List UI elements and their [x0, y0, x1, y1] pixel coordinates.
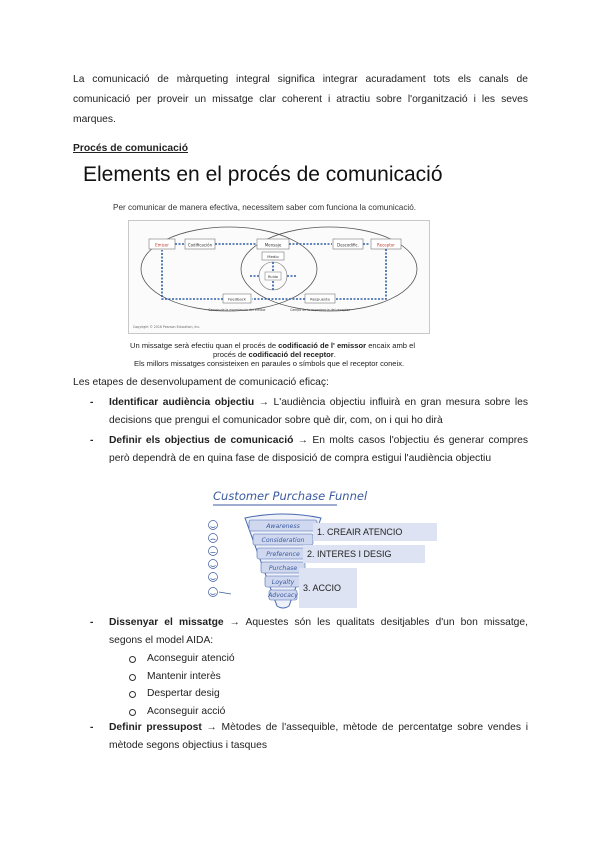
- receiver-label: Receptor: [377, 242, 395, 248]
- stage-label-2: 2. INTERES I DESIG: [303, 545, 425, 563]
- receiver-field-label: Campo de la experiencia del receptor: [289, 308, 351, 312]
- purchase-funnel: [203, 488, 439, 613]
- aida-item: Despertar desig: [127, 685, 235, 703]
- funnel-level: Advocacy: [268, 592, 298, 599]
- caption-line-2: procés de codificació del receptor.: [213, 350, 336, 359]
- slide-title: Elements en el procés de comunicació: [83, 163, 443, 186]
- copyright-label: Copyright © 2016 Pearson Education, Inc.: [133, 325, 201, 329]
- aida-list: [127, 650, 235, 720]
- media-label: Medio: [267, 254, 279, 259]
- intro-paragraph: La comunicació de màrqueting integral significa integrar acuradament tots els canals de comunicació per proveir un missatge clar coherent i atractiu sobre l'organització i les seves marques.: [73, 74, 528, 125]
- funnel-title: Customer Purchase Funnel: [213, 489, 368, 503]
- aida-item: Mantenir interès: [127, 668, 235, 686]
- stage-label-1: 1. CREAIR ATENCIO: [313, 523, 437, 541]
- list-item: - Definir pressupost → Mètodes de l'assequible, mètode de percentatge sobre vendes i mètode segons objectius i tasques: [90, 719, 528, 754]
- message-label: Mensaje: [264, 242, 282, 248]
- funnel-level: Awareness: [266, 523, 300, 530]
- steps-list-top: [90, 394, 528, 467]
- sender-label: Emisor: [155, 242, 169, 248]
- communication-slide: [83, 163, 443, 371]
- steps-list-bottom: [90, 719, 528, 754]
- slide-subtitle: Per comunicar de manera efectiva, necessitem saber com funciona la comunicació.: [113, 203, 417, 212]
- funnel-level: Preference: [266, 551, 300, 558]
- funnel-level: Purchase: [268, 565, 298, 572]
- noise-label: Ruido: [267, 275, 279, 279]
- stages-intro: Les etapes de desenvolupament de comunicació eficaç:: [73, 377, 329, 388]
- sender-field-label: Campo de la experiencia del emisor: [208, 308, 266, 312]
- section-heading: Procés de comunicació: [73, 143, 189, 154]
- list-item: - Identificar audiència objectiu → L'audiència objectiu influirà en gran mesura sobre les decisions que prengui el comunicador sobre què dir, com, on i qui ho dirà: [90, 394, 528, 429]
- funnel-level: Consideration: [261, 537, 305, 544]
- caption-line-3: Els millors missatges consisteixen en paraules o símbols que el receptor coneix.: [134, 359, 405, 368]
- aida-item: Aconseguir acció: [127, 703, 235, 721]
- caption-line-1: Un missatge serà efectiu quan el procés de codificació de l' emissor encaix amb el: [130, 341, 416, 350]
- stage-label-3: 3. ACCIO: [299, 568, 357, 608]
- response-label: Respuesta: [310, 296, 330, 302]
- funnel-level: Loyalty: [271, 579, 295, 586]
- communication-diagram: [128, 220, 430, 334]
- encoding-label: Codificación: [187, 242, 213, 248]
- steps-list-middle: [90, 614, 528, 649]
- aida-item: Aconseguir atenció: [127, 650, 235, 668]
- list-item: - Definir els objectius de comunicació → En molts casos l'objectiu és generar compres però dependrà de en quina fase de disposició de compra estigui l'audiència objectiu: [90, 432, 528, 467]
- decoding-label: Descodific.: [337, 242, 359, 248]
- communication-diagram-graphic: [129, 221, 429, 333]
- feedback-label: Feedback: [227, 296, 247, 302]
- face-icons: [209, 521, 218, 597]
- list-item: - Dissenyar el missatge → Aquestes són les qualitats desitjables d'un bon missatge, segons el model AIDA:: [90, 614, 528, 649]
